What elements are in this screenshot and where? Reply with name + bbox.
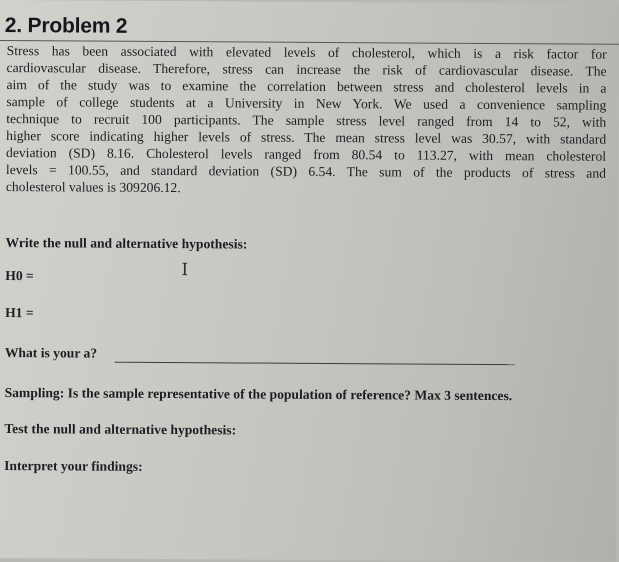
h0-label: H0 = <box>5 268 34 284</box>
statement-line: levels = 100.55, and standard deviation (SD) 6.54. The sum of the products of stress and <box>5 162 606 181</box>
problem-statement <box>6 42 607 199</box>
alpha-prompt: What is your a? <box>4 345 98 361</box>
sampling-prompt: Sampling: Is the sample representative of the population of reference? Max 3 sentences. <box>4 385 513 404</box>
statement-line: sample of college students at a University in New York. We used a convenience sampling <box>6 94 607 113</box>
statement-line: aim of the study was to examine the correlation between stress and cholesterol levels in a <box>6 77 607 96</box>
h1-label: H1 = <box>5 305 34 321</box>
interpret-prompt: Interpret your findings: <box>4 458 143 474</box>
statement-line: cholesterol values is 309206.12. <box>5 179 181 196</box>
test-prompt: Test the null and alternative hypothesis: <box>4 421 237 438</box>
problem-title: 2. Problem 2 <box>4 14 128 38</box>
statement-line: deviation (SD) 8.16. Cholesterol levels ranged from 80.54 to 113.27, with mean cholesterol <box>6 145 607 164</box>
statement-line: cardiovascular disease. Therefore, stress can increase the risk of cardiovascular disease. The <box>6 60 607 79</box>
hypothesis-prompt: Write the null and alternative hypothesis: <box>5 235 248 252</box>
h1-answer-field[interactable] <box>48 305 588 326</box>
text-cursor-icon: I <box>181 260 189 281</box>
h0-answer-field[interactable] <box>48 268 588 289</box>
statement-line: technique to recruit 100 participants. The sample stress level ranged from 14 to 52, with <box>6 111 607 130</box>
statement-line: Stress has been associated with elevated levels of cholesterol, which is a risk factor for <box>6 43 607 62</box>
alpha-answer-line[interactable] <box>115 362 515 365</box>
statement-line: higher score indicating higher levels of stress. The mean stress level was 30.57, with standard <box>6 128 607 147</box>
